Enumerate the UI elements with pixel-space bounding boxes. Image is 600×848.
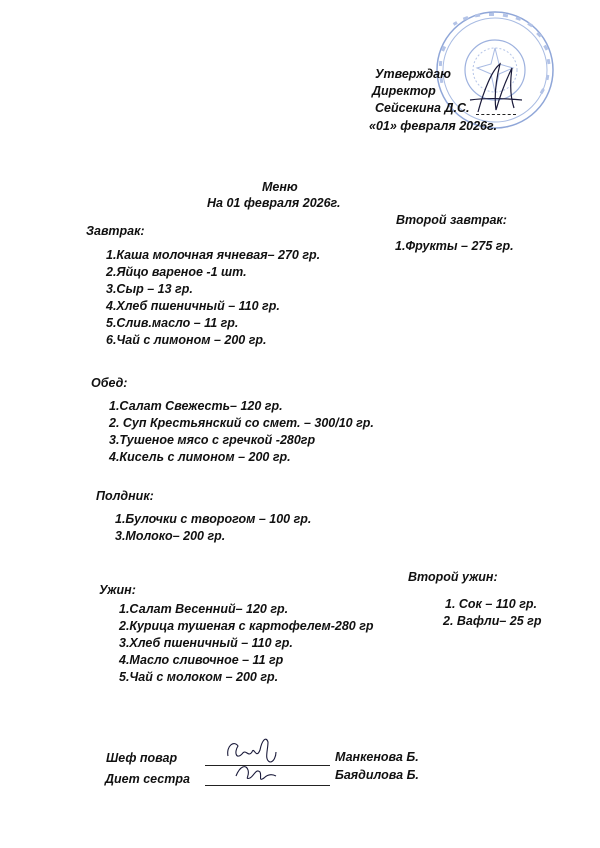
- list-item: 2. Вафли– 25 гр: [443, 614, 542, 628]
- list-item: 3.Хлеб пшеничный – 110 гр.: [119, 636, 293, 650]
- approval-position: Директор: [372, 84, 436, 98]
- menu-date: На 01 февраля 2026г.: [207, 196, 341, 210]
- approval-approve-label: Утверждаю: [375, 67, 451, 81]
- nurse-signature-line: [205, 785, 330, 786]
- list-item: 4.Кисель с лимоном – 200 гр.: [109, 450, 291, 464]
- list-item: 3.Молоко– 200 гр.: [115, 529, 226, 543]
- snack-heading: Полдник:: [96, 489, 154, 503]
- list-item: 4.Хлеб пшеничный – 110 гр.: [106, 299, 280, 313]
- list-item: 6.Чай с лимоном – 200 гр.: [106, 333, 267, 347]
- chef-role: Шеф повар: [106, 751, 178, 765]
- list-item: 1.Салат Свежесть– 120 гр.: [109, 399, 283, 413]
- list-item: 3.Тушеное мясо с гречкой -280гр: [109, 433, 316, 447]
- second-dinner-heading: Второй ужин:: [408, 570, 498, 584]
- nurse-signature: [232, 760, 278, 784]
- list-item: 4.Масло сливочное – 11 гр: [119, 653, 284, 667]
- director-signature: [466, 60, 526, 116]
- list-item: 1.Фрукты – 275 гр.: [395, 239, 514, 253]
- list-item: 3.Сыр – 13 гр.: [106, 282, 193, 296]
- nurse-role: Диет сестра: [105, 772, 190, 786]
- breakfast-heading: Завтрак:: [86, 224, 145, 238]
- list-item: 5.Слив.масло – 11 гр.: [106, 316, 239, 330]
- lunch-heading: Обед:: [91, 376, 128, 390]
- approval-director-name: Сейсекина Д.С.: [375, 101, 470, 115]
- director-signature-line: [476, 114, 516, 115]
- dinner-heading: Ужин:: [99, 583, 136, 597]
- page-title: Меню: [262, 180, 298, 194]
- list-item: 1.Салат Весенний– 120 гр.: [119, 602, 289, 616]
- list-item: 1. Сок – 110 гр.: [445, 597, 537, 611]
- list-item: 2. Суп Крестьянский со смет. – 300/10 гр.: [109, 416, 374, 430]
- list-item: 5.Чай с молоком – 200 гр.: [119, 670, 279, 684]
- chef-name: Манкенова Б.: [335, 750, 419, 764]
- nurse-name: Баядилова Б.: [335, 768, 419, 782]
- second-breakfast-heading: Второй завтрак:: [396, 213, 507, 227]
- approval-date: «01» февраля 2026г.: [369, 119, 497, 133]
- list-item: 2.Яйцо вареное -1 шт.: [106, 265, 247, 279]
- list-item: 1.Булочки с творогом – 100 гр.: [115, 512, 312, 526]
- list-item: 2.Курица тушеная с картофелем-280 гр: [119, 619, 374, 633]
- list-item: 1.Каша молочная ячневая– 270 гр.: [106, 248, 321, 262]
